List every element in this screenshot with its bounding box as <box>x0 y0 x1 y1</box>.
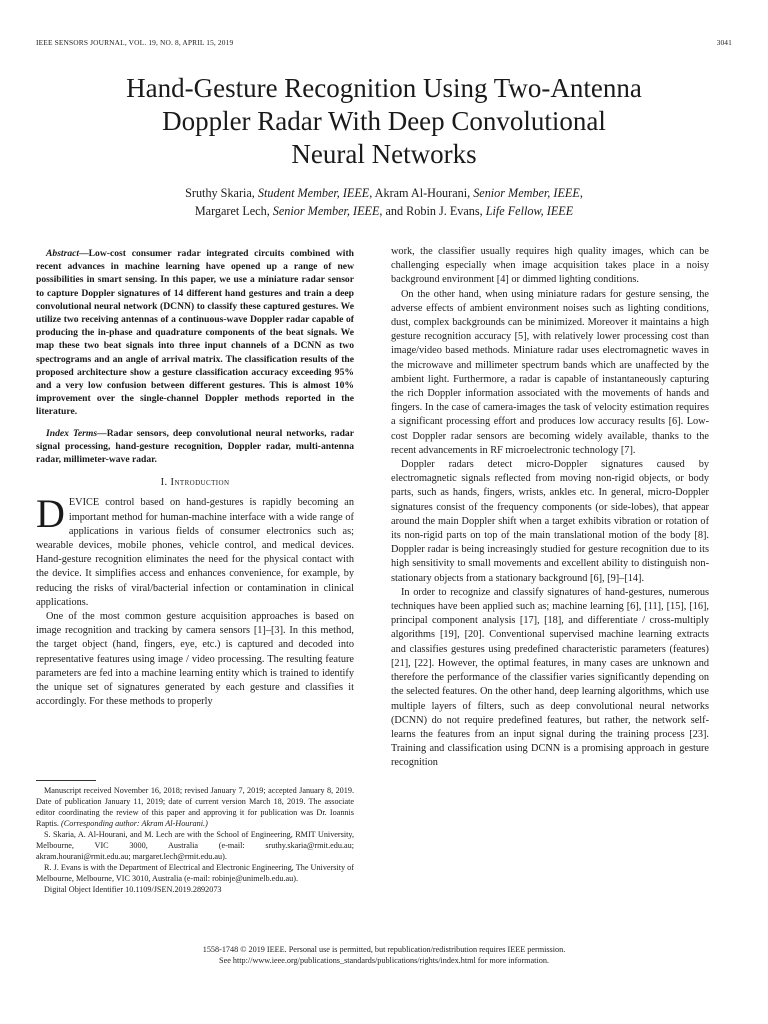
section-number: I. <box>160 477 171 489</box>
abstract-label: Abstract <box>46 248 80 259</box>
author-separator: , <box>579 186 583 200</box>
abstract-text: Low-cost consumer radar integrated circuits combined with recent advances in machine learning have opened up a range of new possibilities in smart sensing. In this paper, we use a miniature radar sensor to capture Doppler signatures of 14 different hand gestures and train a deep convolutional neural network (DCNN) to classify these captured gestures. We utilize two receiving antennas of a continuous-wave Doppler radar capable of producing the in-phase and quadrature components of the beat signals. We map these two beat signals into three input channels of a DCNN as two spectrograms and an angle of arrival matrix. The classification results of the proposed architecture show a gesture classification accuracy exceeding 95% and a very low confusion between different gestures. This is almost 10% improvement over the single-channel Doppler methods reported in the literature. <box>36 248 354 418</box>
footnotes <box>36 785 354 895</box>
intro-paragraph-1-text: control based on hand-gestures is rapidly becoming an important method for human-machine interface with a wide range of applications in various fields of consumer electronics such as; wearable devices, mobile phones, vehicle control, and medical devices. Hand-gesture recognition eliminates the need for the physical contact with the device. It simplifies access and enhances convenience, for example, by reducing the risks of viral/bacterial infection or contamination in clinical applications. <box>36 497 354 608</box>
author-membership: Student Member, IEEE <box>257 186 370 200</box>
body-paragraph: work, the classifier usually requires high quality images, which can be challenging especially when image acquisition takes place in a noisy background environment [4] or dimmed lighting conditions. <box>391 246 709 286</box>
drop-cap-continuation: EVICE <box>68 497 100 509</box>
author-name: Sruthy Skaria, <box>185 186 258 200</box>
left-column <box>36 247 354 710</box>
footnote-divider <box>36 780 96 781</box>
index-terms <box>36 427 354 467</box>
section-title: Introduction <box>170 477 230 489</box>
body-paragraph: Doppler radars detect micro-Doppler signatures caused by electromagnetic signals reflected from moving non-rigid objects, or body parts, such as hands, fingers, wrists, ankles etc. In general, micro-Doppler signatures consist of the frequency components (or side-lobes), that appear around the main Doppler shift when a target exhibits vibration or rotation of its non-rigid parts on top of the main translational motion of the body [8]. Doppler radar is being increasingly studied for gesture recognition due to its high sensitivity to small movements and excellent ability to distinguish non-stationary objects from a stationary background [6], [9]–[14]. <box>391 459 709 584</box>
corresponding-author: (Corresponding author: Akram Al-Hourani.) <box>61 819 208 828</box>
right-column <box>391 245 709 771</box>
body-paragraph: In order to recognize and classify signatures of hand-gestures, numerous techniques have been applied such as; machine learning [6], [11], [15], [16], principal component analysis [17], [18], and differentiate / cross-multiply algorithms [19], [20]. Conventional supervised machine learning extracts and classifies gestures using predefined characteristic parameters (features) [21], [22]. However, the optimal features, in many cases are unknown and therefore the performance of the classifier varies significantly depending on the selected features. On the other hand, deep learning algorithms, which use multiple layers of filters, such as deep convolutional neural networks (DCNN) do not require predefined features, but rather, the network self-learns the features from an input signal during the training process [23]. Training and classification using DCNN is a promising approach in gesture recognition <box>391 586 709 769</box>
footnote-manuscript-text: Manuscript received November 16, 2018; revised January 7, 2019; accepted January 8, 2019. Date of publication January 11, 2019; date of current version March 18, 2019. The associate editor coordinating the review of this paper and approving it for publication was Dr. Ioannis Raptis. <box>36 786 354 828</box>
journal-citation: IEEE SENSORS JOURNAL, VOL. 19, NO. 8, APRIL 15, 2019 <box>36 38 234 47</box>
footnote-affiliation-2: R. J. Evans is with the Department of Electrical and Electronic Engineering, The University of Melbourne, Melbourne, VIC 3010, Australia (e-mail: robinje@unimelb.edu.au). <box>36 863 354 883</box>
author-name: , and Robin J. Evans, <box>379 204 486 218</box>
title-line-3: Neural Networks <box>291 139 477 169</box>
index-terms-label: Index Terms <box>46 427 98 439</box>
copyright-line-1: 1558-1748 © 2019 IEEE. Personal use is permitted, but republication/redistribution requires IEEE permission. <box>202 945 566 954</box>
author-list <box>40 184 728 220</box>
section-heading <box>36 476 354 490</box>
copyright-line-2: See http://www.ieee.org/publications_standards/publications/rights/index.html for more information. <box>219 956 549 965</box>
footnote-doi: Digital Object Identifier 10.1109/JSEN.2019.2892073 <box>44 885 222 894</box>
copyright-notice <box>40 944 728 966</box>
author-membership: Senior Member, IEEE <box>473 186 580 200</box>
author-name: Margaret Lech, <box>194 204 273 218</box>
running-header <box>36 38 732 50</box>
page-number: 3041 <box>716 38 732 47</box>
footnote-affiliation-1: S. Skaria, A. Al-Hourani, and M. Lech are with the School of Engineering, RMIT University, Melbourne, VIC 3000, Australia (e-mail: sruthy.skaria@rmit.edu.au; akram.hourani@rmit.edu.au; margaret.lech@rmit.edu.au). <box>36 830 354 861</box>
author-line-2 <box>40 202 728 220</box>
title-line-1: Hand-Gesture Recognition Using Two-Antenna <box>126 73 642 103</box>
intro-paragraph-1 <box>36 491 354 610</box>
paper-title <box>40 72 728 171</box>
index-terms-text: Radar sensors, deep convolutional neural networks, radar signal processing, hand-gesture recognition, Doppler radar, multi-antenna radar, millimeter-wave radar. <box>36 427 354 466</box>
author-name: , Akram Al-Hourani, <box>369 186 474 200</box>
index-terms-dash: — <box>97 427 107 439</box>
abstract <box>36 247 354 419</box>
author-membership: Senior Member, IEEE <box>272 204 380 218</box>
author-membership: Life Fellow, IEEE <box>485 204 574 218</box>
abstract-dash: — <box>79 248 89 259</box>
title-line-2: Doppler Radar With Deep Convolutional <box>162 106 606 136</box>
body-paragraph: On the other hand, when using miniature radars for gesture sensing, the adverse effects of ambient environment noises such as lighting conditions, dust, complex backgrounds can be minimized. Moreover it maintains a high gesture recognition accuracy [5], with relatively lower processing cost than image/video based methods. Miniature radar uses electromagnetic waves in the microwave and millimeter spectrum bands which are unaffected by the ambient light. Furthermore, a radar is capable of instantaneously capturing the rich Doppler information associated with the movements of hands and fingers. In the case of camera-images the task of velocity estimation requires a significant processing effort and produces low accuracy results [6]. Low-cost Doppler radar sensors are becoming widely available, thanks to the recent advancements in RF microelectronic technology [7]. <box>391 288 709 456</box>
footnote-manuscript <box>36 785 354 829</box>
intro-paragraph-2: One of the most common gesture acquisition approaches is based on image recognition and tracking by camera sensors [1]–[3]. In this method, the target object (hand, fingers, eye, etc.) is captured and decoded into representative features using image / video processing. The resulting feature parameters are fed into a machine learning entity which is trained to identify the unique set of signatures generated by each gesture and classifies it accordingly. For these methods to properly <box>36 611 354 708</box>
drop-cap: D <box>36 491 65 537</box>
author-line-1 <box>40 184 728 202</box>
